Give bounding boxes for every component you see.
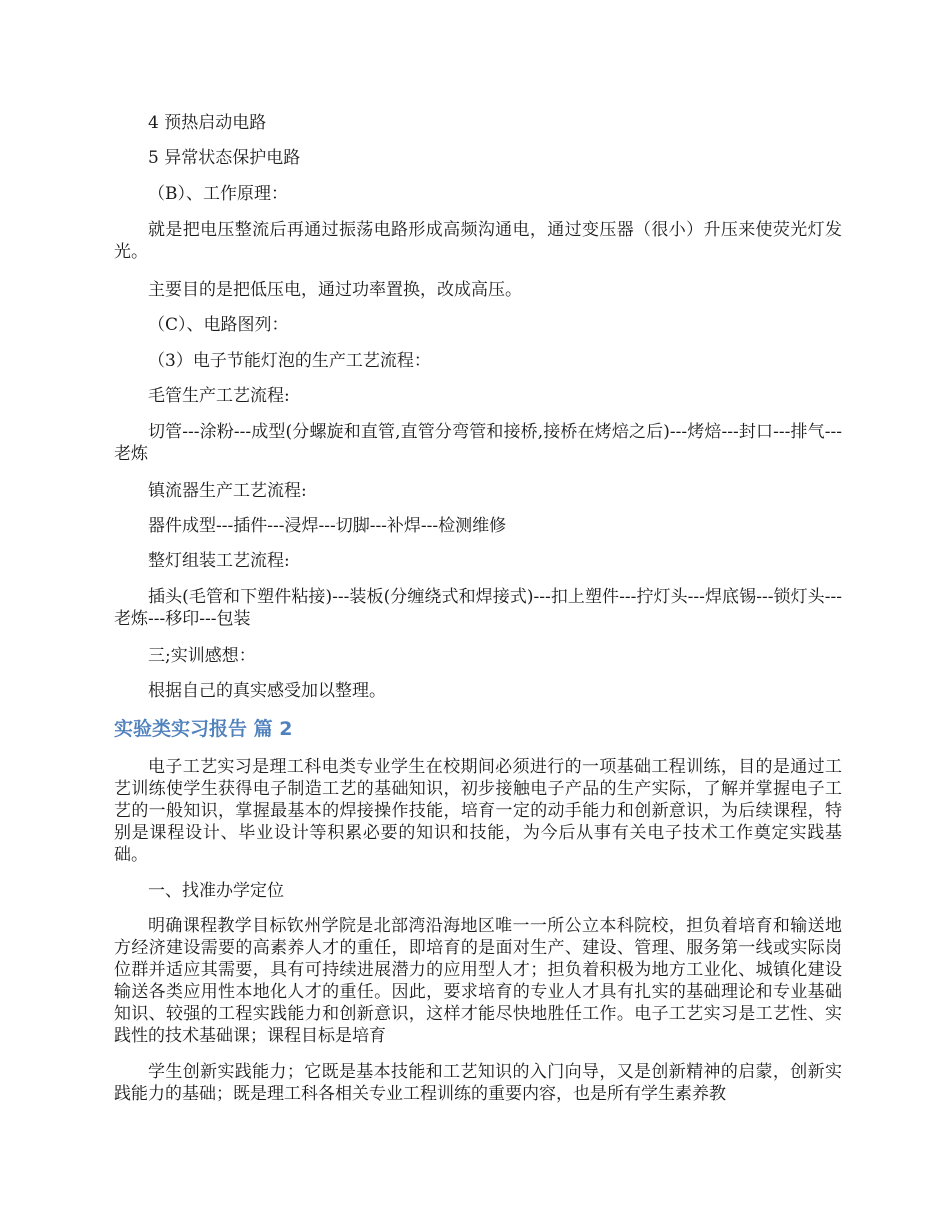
paragraph-electronic-practice-intro: 电子工艺实习是理工科电类专业学生在校期间必须进行的一项基础工程训练，目的是通过工艺训练使学生获得电子制造工艺的基础知识，初步接触电子产品的生产实际，了解并掌握电子工艺的一般知识，掌握最基本的焊接操作技能，培育一定的动手能力和创新意识，为后续课程，特别是课程设计、毕业设计等积累必要的知识和技能，为今后从事有关电子技术工作奠定实践基础。 bbox=[114, 757, 842, 865]
paragraph-main-purpose: 主要目的是把低压电，通过功率置换，改成高压。 bbox=[148, 280, 522, 300]
paragraph-innovation-ability: 学生创新实践能力；它既是基本技能和工艺知识的入门向导，又是创新精神的启蒙，创新实践能力的基础；既是理工科各相关专业工程训练的重要内容，也是所有学生素养教 bbox=[114, 1062, 842, 1104]
paragraph-assembly-process-heading: 整灯组装工艺流程: bbox=[148, 551, 290, 571]
paragraph-course-objectives: 明确课程教学目标钦州学院是北部湾沿海地区唯一一所公立本科院校，担负着培育和输送地方经济建设需要的高素养人才的重任，即培育的是面对生产、建设、管理、服务第一线或实际岗位群并适应其需要，具有可持续进展潜力的应用型人才；担负着积极为地方工业化、城镇化建设输送各类应用性本地化人才的重任。因此，要求培育的专业人才具有扎实的基础理论和专业基础知识、较强的工程实践能力和创新意识，这样才能尽快地胜任工作。电子工艺实习是工艺性、实践性的技术基础课；课程目标是培育 bbox=[114, 916, 842, 1046]
paragraph-positioning-heading: 一、找准办学定位 bbox=[148, 881, 284, 901]
paragraph-tube-process: 切管---涂粉---成型(分螺旋和直管,直管分弯管和接桥,接桥在烤焙之后)---烤焙---封口---排气---老炼 bbox=[114, 422, 842, 464]
paragraph-tube-process-heading: 毛管生产工艺流程: bbox=[148, 386, 290, 406]
paragraph-preheat-circuit: 4 预热启动电路 bbox=[148, 113, 267, 133]
paragraph-assembly-process: 插头(毛管和下塑件粘接)---装板(分缠绕式和焊接式)---扣上塑件---拧灯头---焊底锡---锁灯头---老炼---移印---包装 bbox=[114, 587, 842, 629]
paragraph-circuit-diagram-heading: （C）、电路图列： bbox=[148, 315, 289, 335]
paragraph-ballast-process: 器件成型---插件---浸焊---切脚---补焊---检测维修 bbox=[148, 516, 507, 536]
paragraph-training-thoughts: 根据自己的真实感受加以整理。 bbox=[148, 681, 386, 701]
paragraph-production-process-heading: （3）电子节能灯泡的生产工艺流程： bbox=[148, 351, 431, 371]
paragraph-protection-circuit: 5 异常状态保护电路 bbox=[148, 148, 301, 168]
section-heading: 实验类实习报告 篇 2 bbox=[114, 718, 293, 740]
paragraph-ballast-process-heading: 镇流器生产工艺流程: bbox=[148, 481, 307, 501]
paragraph-working-principle: 就是把电压整流后再通过振荡电路形成高频沟通电，通过变压器（很小）升压来使荧光灯发光。 bbox=[114, 220, 842, 262]
paragraph-working-principle-heading: （B）、工作原理： bbox=[148, 184, 288, 204]
paragraph-training-thoughts-heading: 三;实训感想： bbox=[148, 646, 256, 666]
